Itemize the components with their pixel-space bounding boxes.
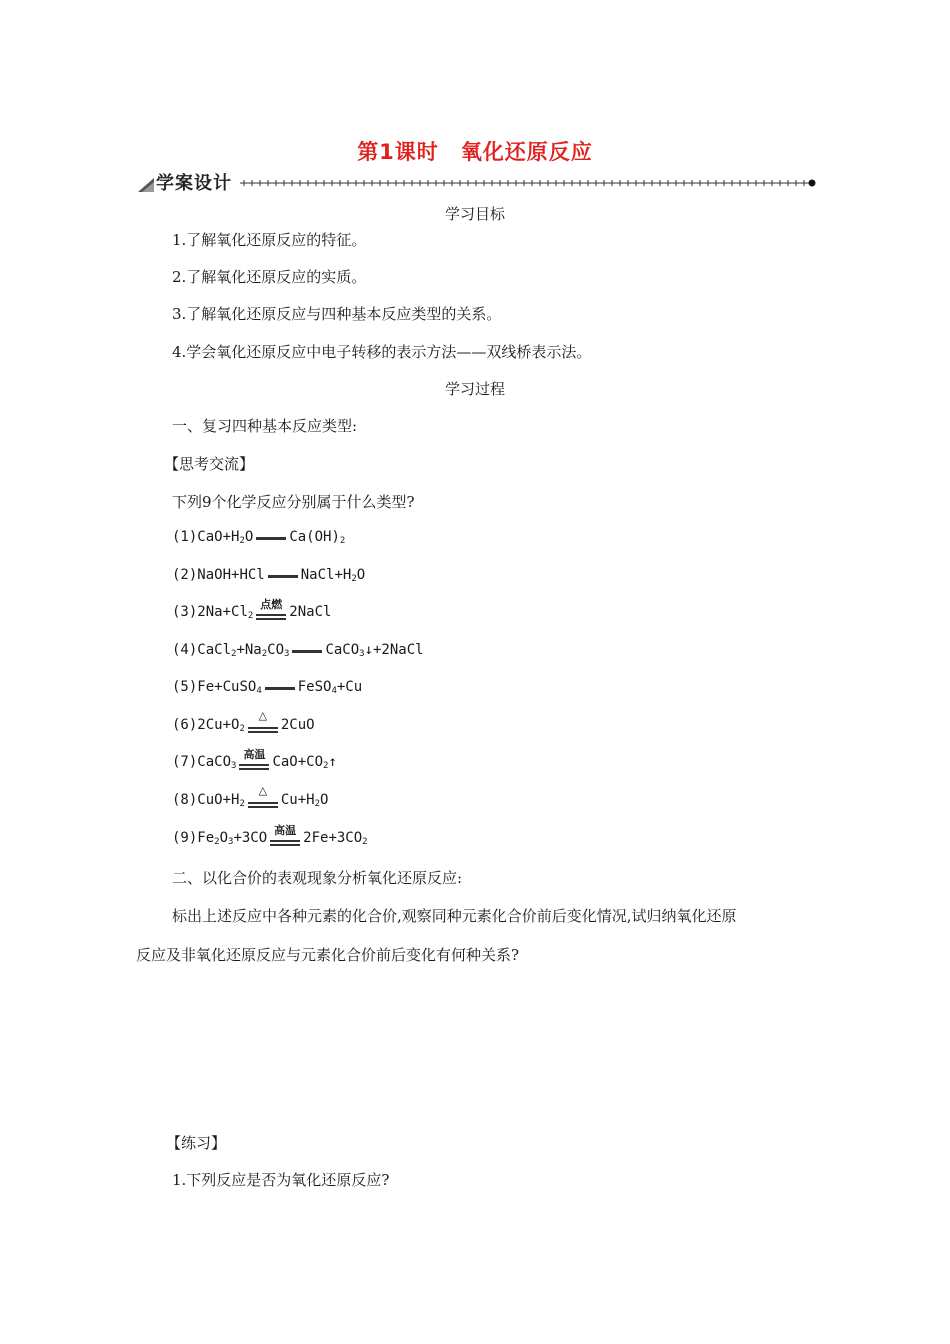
condition-label: 高温	[274, 824, 297, 837]
objective-item: 3.了解氧化还原反应与四种基本反应类型的关系。	[172, 305, 502, 323]
equation-2: (2)NaOH+HCl $NaCl+H_2O$	[172, 567, 366, 584]
lesson-topic: 氧化还原反应	[460, 140, 593, 164]
condition-label: 点燃	[260, 598, 283, 611]
dotted-rule	[240, 175, 818, 191]
reaction-condition-sign	[237, 748, 271, 769]
reaction-condition-sign	[246, 709, 280, 732]
equals-sign	[254, 530, 288, 544]
equation-7: (7)CaCO$_3$ 高温 $CaO+CO_2↑$	[172, 748, 337, 771]
objective-item: 2.了解氧化还原反应的实质。	[172, 268, 367, 286]
pencil-icon	[136, 174, 156, 194]
reaction-condition-sign	[268, 824, 302, 845]
think-discuss-label: 【思考交流】	[164, 455, 255, 473]
equals-sign	[290, 643, 324, 657]
equals-sign	[263, 680, 297, 694]
lesson-number: 第1课时	[357, 140, 439, 164]
objective-item: 1.了解氧化还原反应的特征。	[172, 231, 367, 249]
equation-1: $(1)CaO+H_2O$ $Ca(OH)_2$	[172, 529, 346, 546]
equation-3: $(3)2Na+Cl_2$ 点燃 2NaCl	[172, 598, 332, 621]
practice-label: 【练习】	[166, 1134, 227, 1152]
practice-question: 1.下列反应是否为氧化还原反应?	[172, 1171, 390, 1189]
task-paragraph-line: 标出上述反应中各种元素的化合价,观察同种元素化合价前后变化情况,试归纳氧化还原	[172, 907, 737, 925]
reaction-condition-sign	[246, 784, 280, 807]
equation-4: $(4)CaCl_2+Na_2CO_3$ CaCO$_3$↓+2NaCl	[172, 642, 424, 659]
condition-label: 高温	[243, 748, 266, 761]
task-paragraph-line: 反应及非氧化还原反应与元素化合价前后变化有何种关系?	[136, 946, 520, 964]
page-title	[0, 136, 950, 166]
equation-6: $(6)2Cu+O_2$ △ 2CuO	[172, 709, 315, 734]
process-heading: 学习过程	[444, 380, 505, 398]
banner-label: 学案设计	[156, 172, 236, 196]
equation-9: $(9)Fe_2O_3+3CO$ 高温 $2Fe+3CO_2$	[172, 824, 368, 847]
equals-sign	[266, 568, 300, 582]
objective-item: 4.学会氧化还原反应中电子转移的表示方法——双线桥表示法。	[172, 343, 592, 361]
condition-label: △	[258, 784, 268, 797]
question-text: 下列9个化学反应分别属于什么类型?	[172, 493, 415, 511]
section-banner	[136, 172, 816, 196]
objectives-heading: 学习目标	[444, 205, 505, 223]
section-two-heading: 二、以化合价的表观现象分析氧化还原反应:	[172, 869, 463, 887]
section-one-heading: 一、复习四种基本反应类型:	[172, 417, 358, 435]
condition-label: △	[258, 709, 268, 722]
equation-8: $(8)CuO+H_2$ △ $Cu+H_2O$	[172, 784, 329, 809]
reaction-condition-sign	[254, 598, 288, 619]
equation-5: (5)Fe+CuSO$_4$ FeSO$_4$+Cu	[172, 679, 363, 696]
